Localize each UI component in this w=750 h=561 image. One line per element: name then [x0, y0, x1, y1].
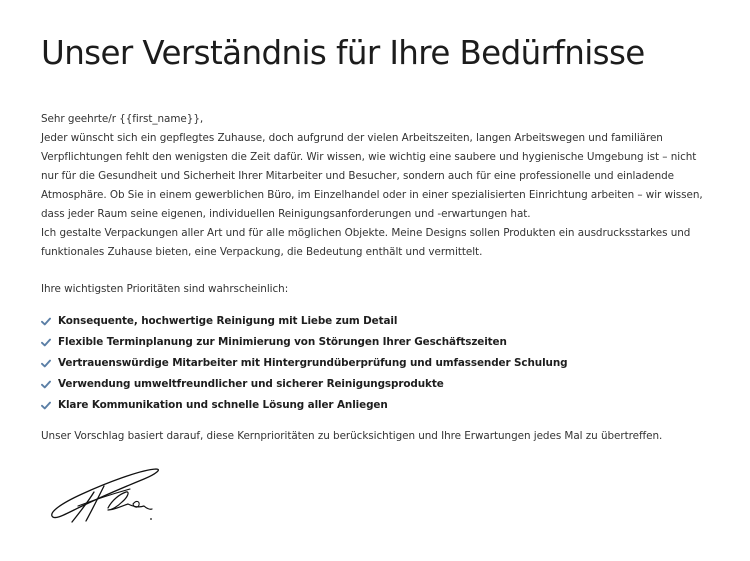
paragraph-needs: Jeder wünscht sich ein gepflegtes Zuhause, doch aufgrund der vielen Arbeitszeiten, langen Arbeitswegen und familiären Verpflichtungen fehlt den wenigsten die Zeit dafür. Wir wissen, wie wichtig eine saubere und hygienische Umgebung ist – nicht nur für die Gesundheit und Sicherheit Ihrer Mitarbeiter und Besucher, sondern auch für eine professionelle und einladende Atmosphäre. Ob Sie in einem gewerblichen Büro, im Einzelhandel oder in einer spezialisierten Einrichtung arbeiten – wir wissen, dass jeder Raum seine eigenen, individuellen Reinigungsanforderungen und -erwartungen hat.: [41, 132, 703, 220]
list-item-text: Flexible Terminplanung zur Minimierung von Störungen Ihrer Geschäftszeiten: [58, 336, 507, 348]
priorities-list: [41, 311, 567, 416]
paragraph-packaging: Ich gestalte Verpackungen aller Art und für alle möglichen Objekte. Meine Designs sollen Produkten ein ausdrucksstarkes und funktionales Zuhause bieten, eine Verpackung, die Bedeutung enthält und vermittelt.: [41, 227, 691, 258]
check-icon: [41, 338, 51, 347]
list-item: [41, 311, 567, 332]
letter-body: [41, 110, 713, 262]
page-title: Unser Verständnis für Ihre Bedürfnisse: [41, 34, 645, 72]
list-item: [41, 374, 567, 395]
check-icon: [41, 359, 51, 368]
list-item-text: Konsequente, hochwertige Reinigung mit Liebe zum Detail: [58, 315, 398, 327]
list-item: [41, 332, 567, 353]
handwritten-signature-icon: [48, 466, 160, 526]
check-icon: [41, 401, 51, 410]
list-item: [41, 353, 567, 374]
list-item: [41, 395, 567, 416]
priorities-intro: Ihre wichtigsten Prioritäten sind wahrscheinlich:: [41, 283, 289, 295]
check-icon: [41, 380, 51, 389]
salutation: Sehr geehrte/r {{first_name}},: [41, 113, 204, 125]
check-icon: [41, 317, 51, 326]
list-item-text: Verwendung umweltfreundlicher und sicherer Reinigungsprodukte: [58, 378, 444, 390]
list-item-text: Klare Kommunikation und schnelle Lösung aller Anliegen: [58, 399, 388, 411]
closing-text: Unser Vorschlag basiert darauf, diese Kernprioritäten zu berücksichtigen und Ihre Erwartungen jedes Mal zu übertreffen.: [41, 430, 663, 442]
list-item-text: Vertrauenswürdige Mitarbeiter mit Hintergrundüberprüfung und umfassender Schulung: [58, 357, 568, 369]
